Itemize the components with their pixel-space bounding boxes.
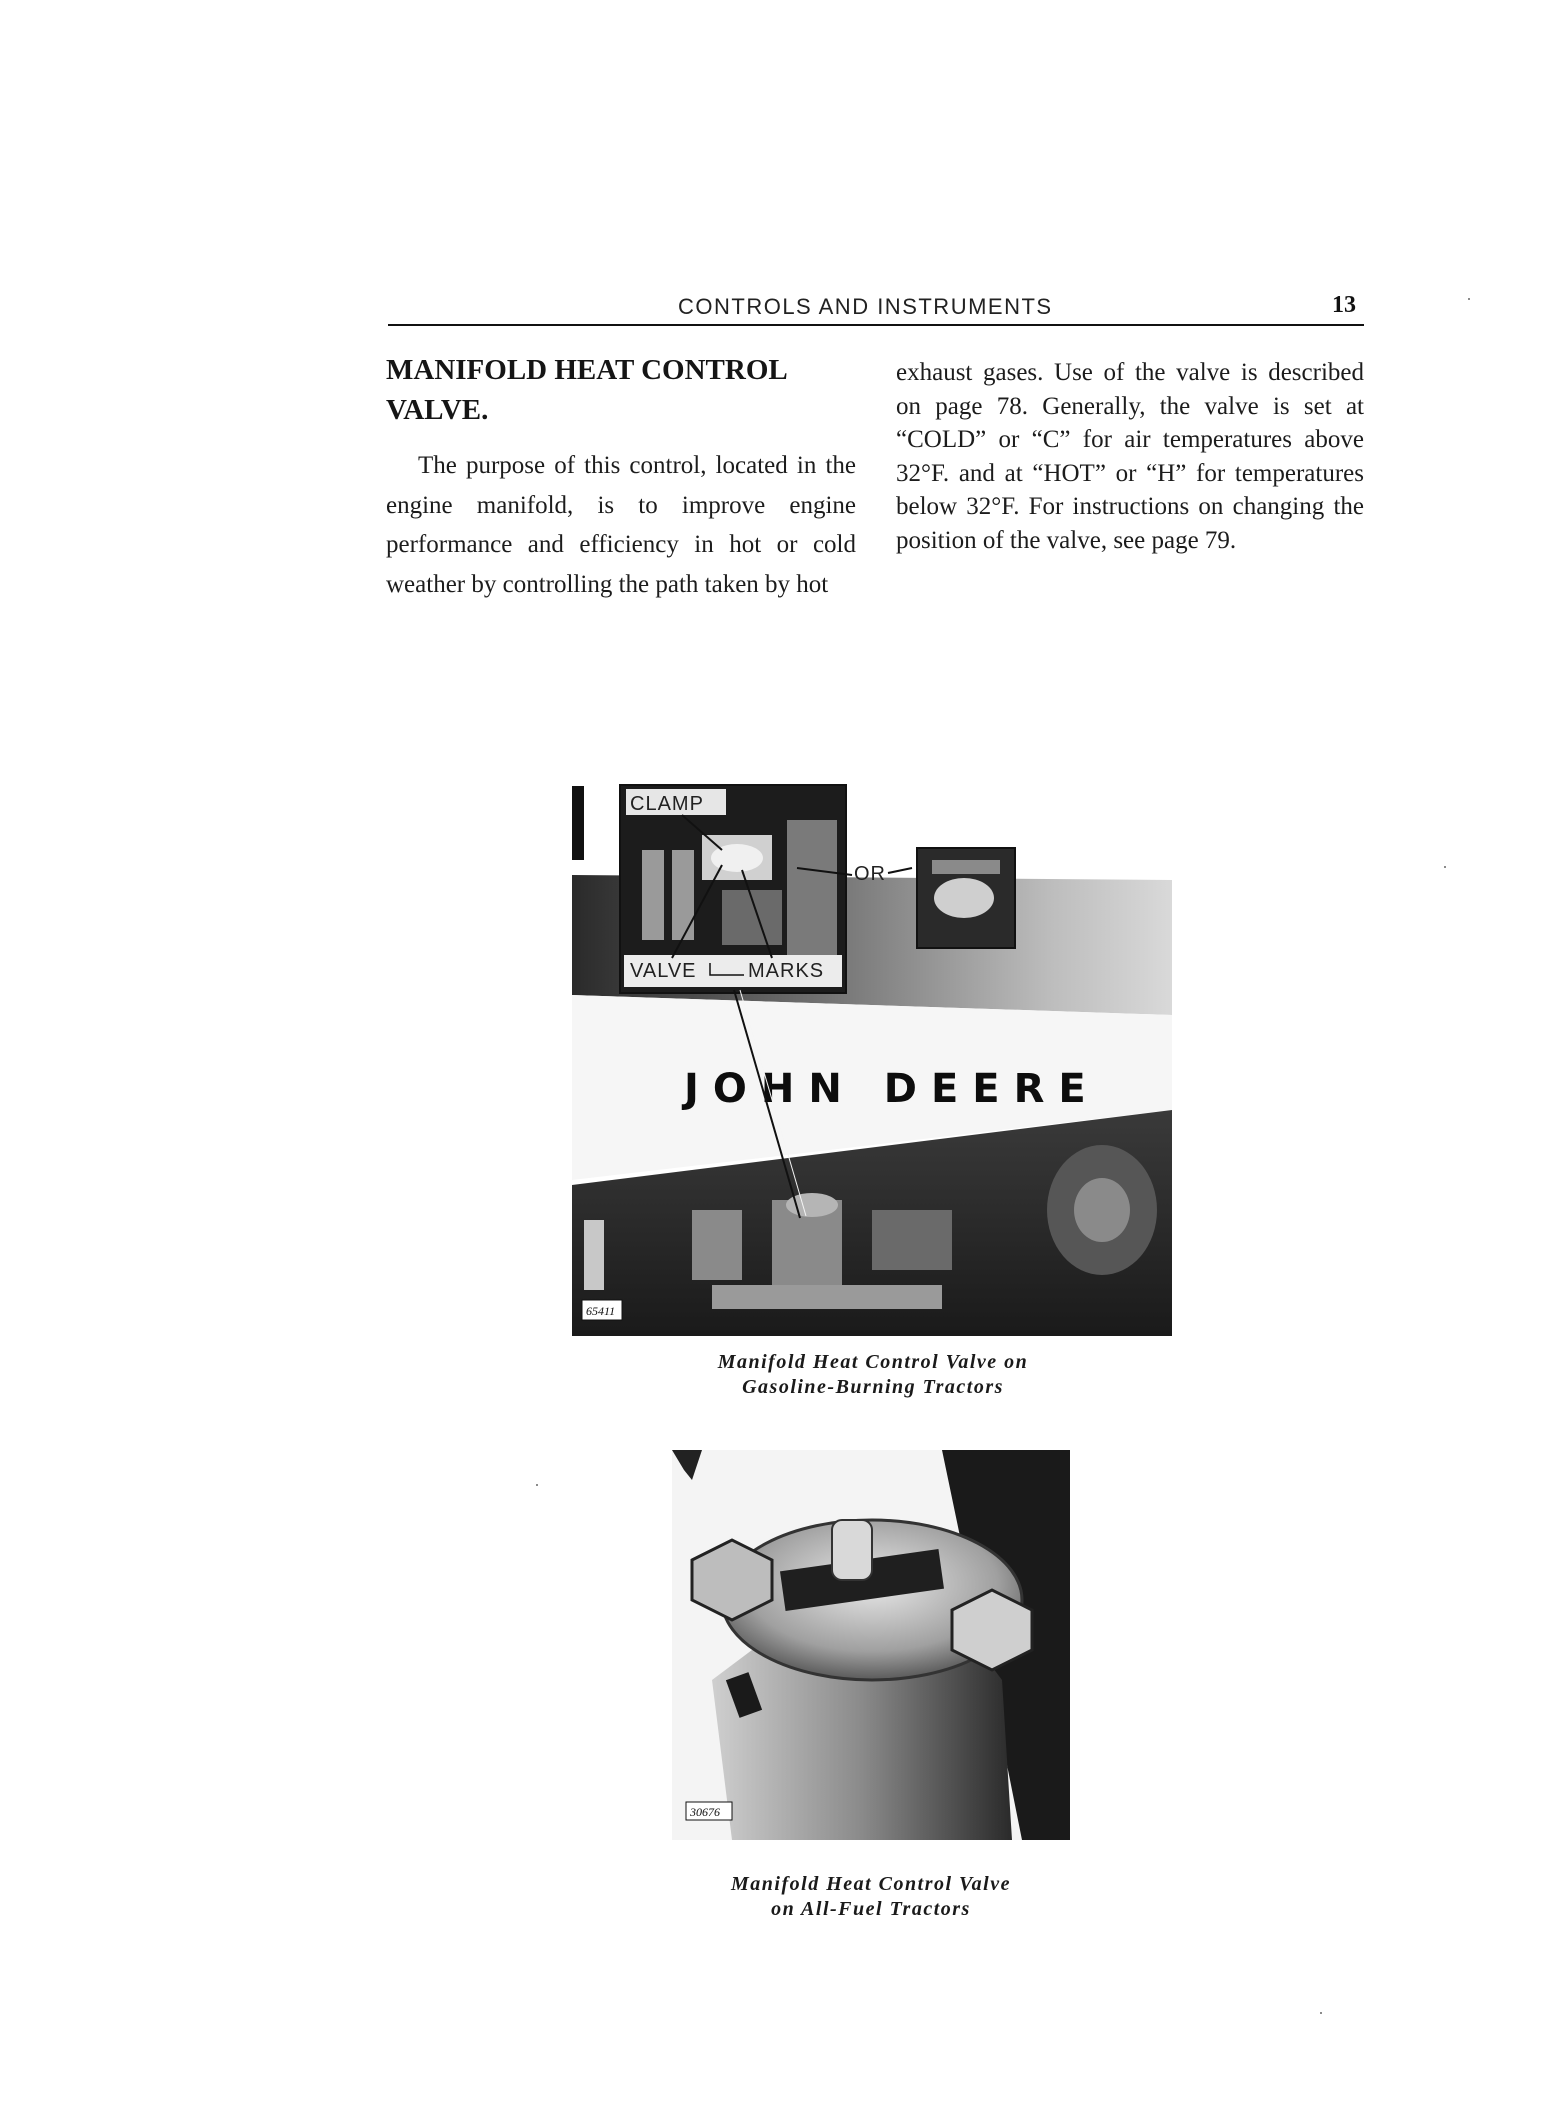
running-title: CONTROLS AND INSTRUMENTS — [678, 294, 1053, 319]
photo-number-30676: 30676 — [690, 1805, 720, 1819]
label-valve: VALVE — [630, 960, 697, 982]
label-marks: MARKS — [748, 960, 825, 982]
label-or: OR — [854, 863, 886, 885]
photo-number-65411: 65411 — [586, 1304, 616, 1318]
scan-speck — [536, 1484, 538, 1486]
page-number: 13 — [1332, 292, 1356, 318]
caption-figure-allfuel — [672, 1872, 1070, 1922]
left-edge-shadow — [572, 786, 584, 860]
running-head — [388, 290, 1364, 326]
caption-figure-gasoline — [572, 1350, 1174, 1400]
figure-allfuel-tractor-photo — [672, 1450, 1070, 1840]
scan-speck — [1468, 298, 1470, 300]
section-heading: MANIFOLD HEAT CONTROL VALVE. — [386, 354, 787, 426]
caption-allfuel-line2: on All-Fuel Tractors — [771, 1898, 971, 1920]
caption-gasoline-line2: Gasoline-Burning Tractors — [742, 1376, 1004, 1398]
body-text-right-column: exhaust gases. Use of the valve is described on page 78. Generally, the valve is set at “COLD” or “C” for air temperatures above 32°F. and at “HOT” or “H” for temperatures below 32°F. For instructions on changing the position of the valve, see page 79. — [896, 359, 1364, 554]
caption-gasoline-line1: Manifold Heat Control Valve on — [717, 1351, 1029, 1373]
brand-text: JOHN DEERE — [684, 1066, 1100, 1112]
label-clamp: CLAMP — [630, 793, 704, 815]
caption-allfuel-line1: Manifold Heat Control Valve — [731, 1873, 1011, 1895]
scan-speck — [1320, 2012, 1322, 2014]
figure-gasoline-tractor-photo — [572, 780, 1174, 1336]
body-text-left-column: The purpose of this control, located in the engine manifold, is to improve engine performance and efficiency in hot or cold weather by controlling the path taken by hot — [386, 452, 856, 598]
scan-speck — [1444, 866, 1446, 868]
